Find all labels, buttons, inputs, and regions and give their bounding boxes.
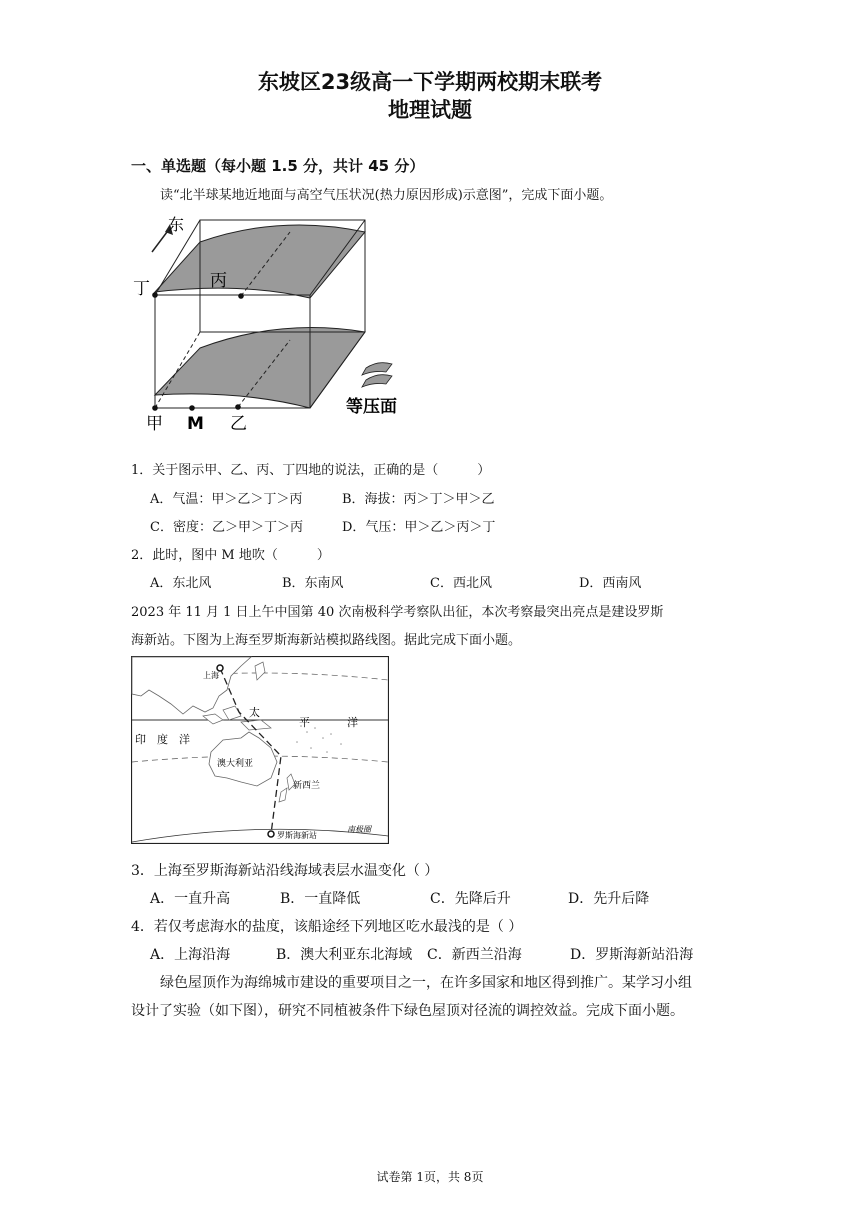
q3-option-c: C．先降后升 bbox=[430, 891, 511, 907]
question-4-stem: 4．若仅考虑海水的盐度，该船途经下列地区吃水最浅的是（ ） bbox=[131, 919, 523, 935]
label-pacific-2: 平 bbox=[299, 716, 310, 729]
q4-option-a: A．上海沿海 bbox=[150, 947, 231, 963]
q1-option-a: A．气温：甲＞乙＞丁＞丙 bbox=[150, 492, 303, 507]
point-bing bbox=[238, 293, 244, 299]
label-yi: 乙 bbox=[230, 414, 247, 434]
label-indian-ocean: 印 度 洋 bbox=[135, 733, 190, 746]
point-jia bbox=[152, 405, 158, 411]
label-m: M bbox=[187, 414, 204, 434]
label-pacific-1: 太 bbox=[249, 706, 260, 719]
section-heading: 一、单选题（每小题 1.5 分，共计 45 分） bbox=[131, 157, 425, 175]
lower-isobaric-surface bbox=[155, 328, 365, 408]
q2-option-c: C．西北风 bbox=[430, 576, 492, 591]
isobar-diagram bbox=[130, 210, 430, 435]
label-shanghai: 上海 bbox=[203, 671, 219, 680]
passage-3-line-2: 设计了实验（如下图），研究不同植被条件下绿色屋顶对径流的调控效益。完成下面小题。 bbox=[131, 1003, 684, 1019]
passage-3-line-1: 绿色屋顶作为海绵城市建设的重要项目之一，在许多国家和地区得到推广。某学习小组 bbox=[160, 975, 692, 991]
page-number: 试卷第 1页，共 8页 bbox=[376, 1170, 484, 1184]
label-jia: 甲 bbox=[146, 414, 163, 434]
q2-option-b: B．东南风 bbox=[282, 576, 344, 591]
page-title: 东坡区23级高一下学期两校期末联考 bbox=[257, 70, 603, 94]
upper-isobaric-surface bbox=[155, 225, 365, 298]
legend-swatch-bottom bbox=[362, 375, 392, 387]
label-station: 罗斯海新站 bbox=[277, 831, 317, 840]
q3-option-a: A．一直升高 bbox=[150, 891, 231, 907]
east-label: 东 bbox=[168, 215, 185, 234]
label-pacific-3: 洋 bbox=[347, 716, 358, 729]
q3-option-d: D．先升后降 bbox=[568, 891, 650, 907]
label-ding: 丁 bbox=[133, 279, 150, 299]
intro-text: 读“北半球某地近地面与高空气压状况(热力原因形成)示意图”，完成下面小题。 bbox=[160, 188, 613, 203]
question-1-stem: 1．关于图示甲、乙、丙、丁四地的说法，正确的是（ ） bbox=[131, 463, 491, 478]
route-map bbox=[131, 656, 389, 844]
q2-option-a: A．东北风 bbox=[150, 576, 212, 591]
label-new-zealand: 新西兰 bbox=[293, 781, 321, 791]
q1-option-b: B．海拔：丙＞丁＞甲＞乙 bbox=[342, 492, 495, 507]
question-2-stem: 2．此时，图中 M 地吹（ ） bbox=[131, 548, 330, 563]
page-subtitle: 地理试题 bbox=[388, 98, 472, 122]
legend-swatch-top bbox=[362, 363, 392, 375]
label-antarctic-circle: 南极圈 bbox=[347, 825, 371, 834]
station-marker bbox=[268, 831, 274, 837]
question-3-stem: 3．上海至罗斯海新站沿线海域表层水温变化（ ） bbox=[131, 863, 439, 879]
q1-option-c: C．密度：乙＞甲＞丁＞丙 bbox=[150, 520, 303, 535]
q4-option-c: C．新西兰沿海 bbox=[427, 947, 522, 963]
q4-option-d: D．罗斯海新站沿海 bbox=[570, 947, 694, 963]
q2-option-d: D．西南风 bbox=[579, 576, 642, 591]
q4-option-b: B．澳大利亚东北海域 bbox=[276, 947, 413, 963]
passage-2-line-1: 2023 年 11 月 1 日上午中国第 40 次南极科学考察队出征，本次考察最突出亮点是建设罗斯 bbox=[131, 605, 664, 620]
point-ding bbox=[152, 292, 158, 298]
label-australia: 澳大利亚 bbox=[217, 759, 254, 769]
point-yi bbox=[235, 404, 241, 410]
q1-option-d: D．气压：甲＞乙＞丙＞丁 bbox=[342, 520, 496, 535]
label-bing: 丙 bbox=[210, 271, 227, 291]
legend-label: 等压面 bbox=[346, 397, 397, 417]
point-m bbox=[189, 405, 195, 411]
passage-2-line-2: 海新站。下图为上海至罗斯海新站模拟路线图。据此完成下面小题。 bbox=[131, 633, 522, 648]
q3-option-b: B．一直降低 bbox=[280, 891, 361, 907]
